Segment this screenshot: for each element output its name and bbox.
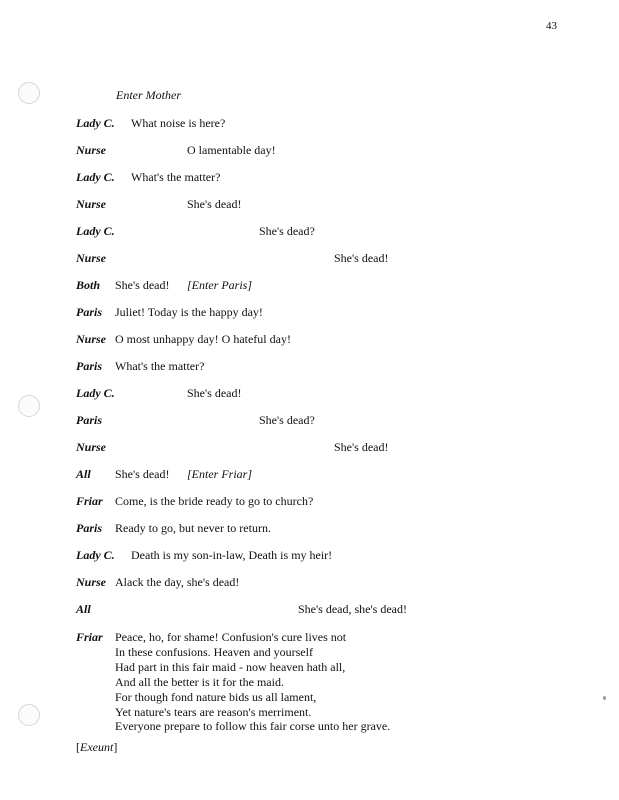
dialogue-line — [0, 494, 619, 510]
speaker-name: Paris — [76, 359, 103, 373]
dialogue-line — [0, 305, 619, 321]
dialogue-line — [0, 413, 619, 429]
dialogue-line — [0, 251, 619, 267]
verse-line: Had part in this fair maid - now heaven hath all, — [115, 659, 346, 674]
speaker-name: Friar — [76, 630, 103, 644]
dialogue-line — [0, 143, 619, 159]
speaker-name: Lady C. — [76, 386, 115, 400]
speaker-name: Friar — [76, 494, 103, 508]
dialogue-text: She's dead? — [259, 413, 315, 427]
verse-line: For though fond nature bids us all lament, — [115, 689, 317, 704]
stage-direction-inline: [Enter Paris] — [187, 278, 253, 292]
speaker-name: All — [76, 467, 91, 481]
dialogue-line — [0, 521, 619, 537]
dialogue-line — [0, 386, 619, 402]
dialogue-text: Ready to go, but never to return. — [115, 521, 271, 535]
stage-direction-inline: [Enter Friar] — [187, 467, 253, 481]
binder-hole — [18, 82, 40, 104]
speaker-name: Nurse — [76, 332, 107, 346]
dialogue-line — [0, 440, 619, 456]
speaker-name: Lady C. — [76, 170, 115, 184]
dialogue-line — [0, 467, 619, 483]
speaker-name: Lady C. — [76, 224, 115, 238]
binder-hole — [18, 704, 40, 726]
verse-line: Yet nature's tears are reason's merriment. — [115, 704, 312, 719]
speaker-name: Paris — [76, 305, 103, 319]
dialogue-text: She's dead! — [115, 278, 170, 292]
dialogue-text: She's dead! — [115, 467, 170, 481]
dialogue-line — [0, 548, 619, 564]
dialogue-line — [0, 575, 619, 591]
dialogue-text: Death is my son-in-law, Death is my heir! — [131, 548, 333, 562]
speaker-name: Nurse — [76, 575, 107, 589]
dialogue-line — [0, 224, 619, 240]
verse-line: And all the better is it for the maid. — [115, 674, 284, 689]
dialogue-line — [0, 359, 619, 375]
dialogue-text: She's dead! — [334, 440, 389, 454]
dialogue-text: O most unhappy day! O hateful day! — [115, 332, 291, 346]
final-speech-verse — [115, 630, 390, 734]
dialogue-line — [0, 278, 619, 294]
dialogue-text: Juliet! Today is the happy day! — [115, 305, 263, 319]
dialogue-text: She's dead, she's dead! — [298, 602, 407, 616]
dialogue-text: Alack the day, she's dead! — [115, 575, 240, 589]
speaker-name: Nurse — [76, 197, 107, 211]
speaker-name: Paris — [76, 413, 103, 427]
dialogue-line — [0, 602, 619, 618]
dialogue-text: What noise is here? — [131, 116, 226, 130]
dialogue-text: What's the matter? — [131, 170, 221, 184]
dialogue-line — [0, 170, 619, 186]
speaker-name: Nurse — [76, 440, 107, 454]
paper-speck — [603, 696, 606, 700]
exeunt-word: Exeunt — [80, 740, 114, 754]
dialogue-text: What's the matter? — [115, 359, 205, 373]
bracket-open: [ — [76, 740, 80, 754]
dialogue-text: She's dead! — [334, 251, 389, 265]
verse-line: In these confusions. Heaven and yourself — [115, 644, 313, 659]
stage-direction-exeunt — [76, 740, 117, 755]
speaker-name: Paris — [76, 521, 103, 535]
verse-line: Peace, ho, for shame! Confusion's cure lives not — [115, 630, 347, 644]
dialogue-line — [0, 332, 619, 348]
dialogue-text: She's dead? — [259, 224, 315, 238]
verse-line: Everyone prepare to follow this fair corse unto her grave. — [115, 719, 391, 734]
speaker-name: Both — [76, 278, 101, 292]
dialogue-text: She's dead! — [187, 386, 242, 400]
dialogue-line — [0, 116, 619, 132]
dialogue-line — [0, 197, 619, 213]
speaker-name: Lady C. — [76, 548, 115, 562]
dialogue-text: She's dead! — [187, 197, 242, 211]
speaker-name: Lady C. — [76, 116, 115, 130]
stage-direction-enter: Enter Mother — [116, 88, 181, 102]
dialogue-text: Come, is the bride ready to go to church? — [115, 494, 314, 508]
dialogue-text: O lamentable day! — [187, 143, 276, 157]
speaker-name: Nurse — [76, 143, 107, 157]
speaker-name: Nurse — [76, 251, 107, 265]
page-number: 43 — [546, 20, 557, 32]
bracket-close: ] — [113, 740, 118, 754]
speaker-name: All — [76, 602, 91, 616]
